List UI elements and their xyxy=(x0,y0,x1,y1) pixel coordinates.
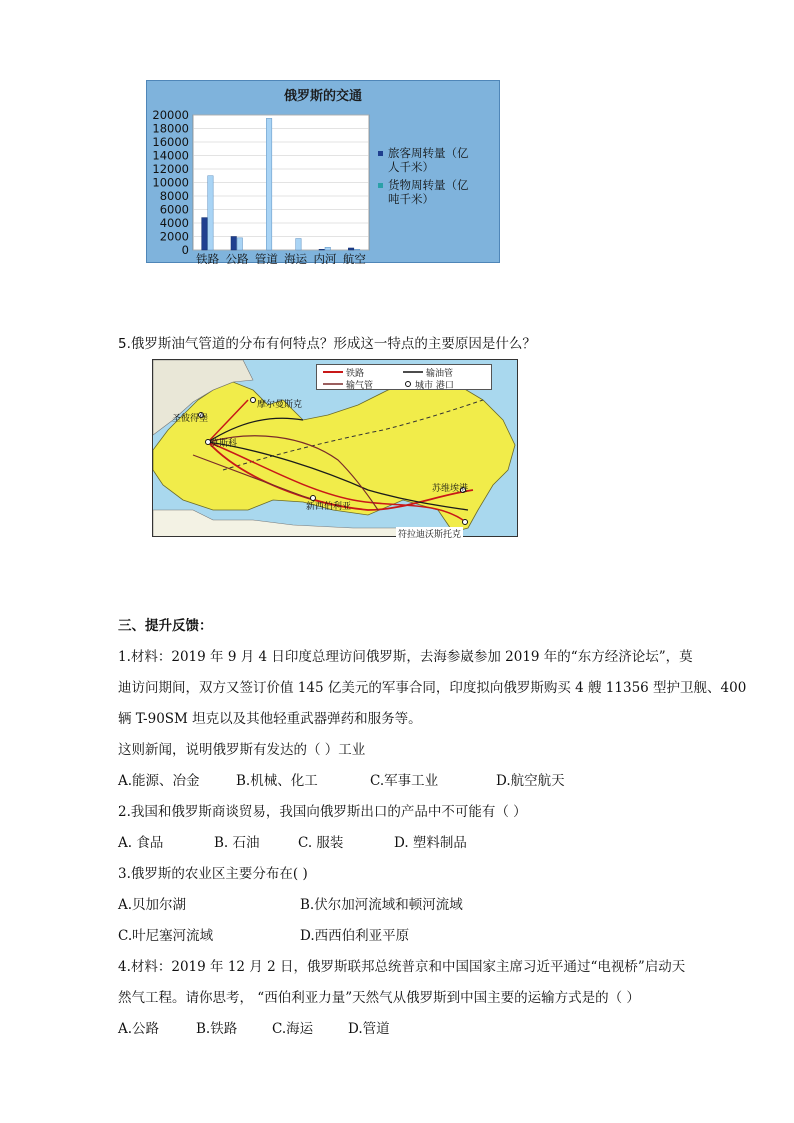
q4-line1: 4.材料：2019 年 12 月 2 日，俄罗斯联邦总统普京和中国国家主席习近平通过“电视桥”启动天 xyxy=(118,959,686,975)
city-label-novosibirsk: 新西伯利亚 xyxy=(306,502,352,512)
legend-oil: 输油管 xyxy=(426,369,454,379)
q3-stem: 3.俄罗斯的农业区主要分布在( ) xyxy=(118,866,308,882)
legend-label: 人千米） xyxy=(388,160,434,174)
q1-option-d: D.航空航天 xyxy=(496,773,565,789)
q1-stem: 这则新闻，说明俄罗斯有发达的（ ）工业 xyxy=(118,742,366,758)
city-marker xyxy=(251,398,256,403)
section-title: 三、提升反馈： xyxy=(118,618,213,634)
x-tick-label: 海运 xyxy=(284,252,308,264)
bar-freight xyxy=(237,238,243,250)
q3-option-a: A.贝加尔湖 xyxy=(118,897,187,913)
chart-legend xyxy=(378,146,498,210)
x-tick-label: 公路 xyxy=(225,252,249,264)
q4-option-d: D.管道 xyxy=(348,1021,390,1037)
q1-option-c: C.军事工业 xyxy=(370,773,439,789)
q2-stem: 2.我国和俄罗斯商谈贸易，我国向俄罗斯出口的产品中不可能有（ ） xyxy=(118,804,527,820)
y-tick-label: 4000 xyxy=(159,216,189,230)
chart-title: 俄罗斯的交通 xyxy=(283,89,362,104)
q3-option-c: C.叶尼塞河流域 xyxy=(118,928,214,944)
y-tick-label: 18000 xyxy=(152,121,189,136)
y-tick-label: 2000 xyxy=(159,229,189,244)
q2-option-a: A. 食品 xyxy=(118,835,164,851)
bar-passenger xyxy=(202,218,208,250)
city-label-moscow: 莫斯科 xyxy=(210,439,238,449)
q1-option-a: A.能源、冶金 xyxy=(118,773,200,789)
q4-line2: 然气工程。请你思考， “西伯利亚力量”天然气从俄罗斯到中国主要的运输方式是的（ ） xyxy=(118,990,640,1006)
x-tick-label: 铁路 xyxy=(196,252,220,264)
y-tick-label: 8000 xyxy=(159,189,189,203)
bar-freight xyxy=(296,239,302,250)
y-tick-label: 0 xyxy=(181,243,189,257)
q2-option-b: B. 石油 xyxy=(214,835,260,851)
y-tick-label: 14000 xyxy=(152,148,189,163)
q2-option-c: C. 服装 xyxy=(298,835,344,851)
legend-item-passenger xyxy=(378,146,498,174)
city-label-vladivostok: 符拉迪沃斯托克 xyxy=(396,527,463,540)
q1-line2: 迪访问期间，双方又签订价值 145 亿美元的军事合同，印度拟向俄罗斯购买 4 艘 11356 型护卫舰、400 xyxy=(118,680,747,696)
city-label-murmansk: 摩尔曼斯克 xyxy=(257,400,303,410)
q1-option-b: B.机械、化工 xyxy=(236,773,318,789)
y-tick-label: 20000 xyxy=(152,108,189,122)
legend-swatch-freight xyxy=(378,183,383,188)
bar-freight xyxy=(325,247,331,250)
question-5: 5.俄罗斯油气管道的分布有何特点？形成这一特点的主要原因是什么？ xyxy=(118,336,536,352)
q3-option-b: B.伏尔加河流域和顿河流域 xyxy=(300,897,463,913)
y-tick-label: 6000 xyxy=(159,202,189,217)
city-label-sovetskaya: 苏维埃港 xyxy=(432,484,469,494)
city-label-stpete: 圣彼得堡 xyxy=(172,414,209,424)
q3-option-d: D.西西伯利亚平原 xyxy=(300,928,410,944)
legend-item-freight xyxy=(378,178,498,206)
legend-label: 旅客周转量（亿 xyxy=(388,146,469,160)
bar-freight xyxy=(354,249,360,250)
bar-passenger xyxy=(348,248,354,250)
x-tick-label: 内河 xyxy=(313,252,337,264)
legend-city: 城市 港口 xyxy=(415,381,454,391)
bar-passenger xyxy=(319,249,325,250)
q1-line3: 辆 T-90SM 坦克以及其他轻重武器弹药和服务等。 xyxy=(118,711,422,727)
y-tick-label: 12000 xyxy=(152,162,189,176)
bar-freight xyxy=(266,118,272,250)
legend-label: 吨千米） xyxy=(388,192,434,206)
y-tick-label: 16000 xyxy=(152,135,189,149)
q4-option-b: B.铁路 xyxy=(196,1021,238,1037)
legend-label: 货物周转量（亿 xyxy=(388,178,469,192)
map-legend xyxy=(316,364,492,390)
legend-swatch-passenger xyxy=(378,151,383,156)
city-marker xyxy=(463,520,468,525)
q2-option-d: D. 塑料制品 xyxy=(394,835,467,851)
y-tick-label: 10000 xyxy=(152,175,189,190)
legend-gas: 输气管 xyxy=(346,381,374,391)
bar-passenger xyxy=(231,237,237,251)
legend-rail: 铁路 xyxy=(346,369,365,379)
bar-freight xyxy=(208,176,214,250)
x-tick-label: 管道 xyxy=(254,252,278,264)
q4-option-a: A.公路 xyxy=(118,1021,160,1037)
q4-option-c: C.海运 xyxy=(272,1021,314,1037)
x-tick-label: 航空 xyxy=(342,252,366,264)
q1-line1: 1.材料：2019 年 9 月 4 日印度总理访问俄罗斯，去海参崴参加 2019 年的“东方经济论坛”，莫 xyxy=(118,649,693,665)
